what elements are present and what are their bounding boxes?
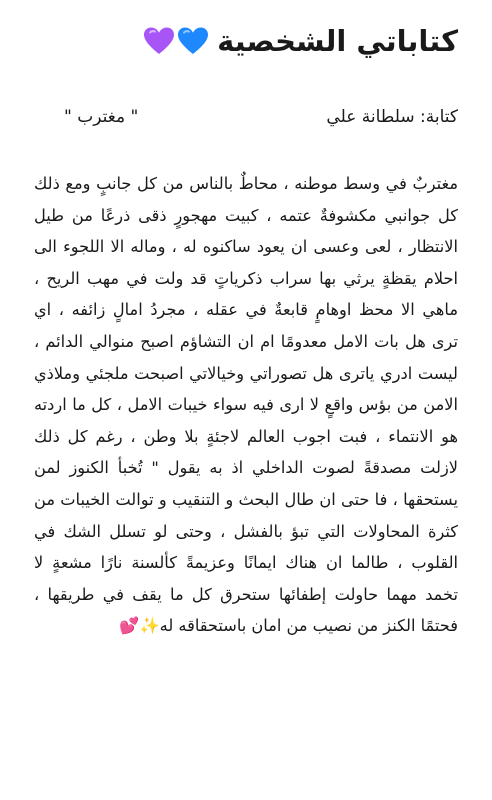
page-title: كتاباتي الشخصية — [217, 24, 458, 58]
story-text: مغتربٌ في وسط موطنه ، محاطٌ بالناس من كل جانبٍ ومع ذلك كل جوانبي مكشوفةٌ عتمه ، كبيت مهجورٍ ذقى ذرعًا من طيل الانتظار ، لعى وعسى ان يعود ساكنوه له ، وماله الا اللجوء الى احلام يقظةٍ يرثي بها سراب ذكرياتٍ قد ولت في مهب الريح ، ماهي الا محظ اوهامٍ قابعةٌ في عقله ، مجردُ امالٍ زائفه ، اي ترى هل بات الامل معدومًا ام ان التشاؤم اصبح منوالي الدائم ، ليست ادري ياترى هل تصوراتي وخيالاتي اصبحت ملجئي وملاذي الامن من بؤس واقعٍ لا ارى فيه سواء خيبات الامل ، كل ما اردته هو الانتماء ، فبت اجوب العالم لاجئةٍ بلا وطن ، رغم كل ذلك لازلت مصدقةً لصوت الداخلي اذ به يقول " تُخبأ الكنوز لمن يستحقها ، فا حتى ان طال البحث و التنقيب و توالت الخيبات من كثرة المحاولات التي تبؤ بالفشل ، وحتى لو تسلل الشك في القلوب ، طالما ان هناك ايمانًا وعزيمةً كألسنة نارًا مشعةٍ لا تخمد مهما حاولت إطفائها ستحرق كل ما يقف في طريقها ، فحتمًا الكنز من نصيب من امان باستحقاقه له — [34, 174, 458, 636]
blue-heart-icon — [177, 26, 209, 56]
purple-heart-icon — [143, 26, 175, 56]
story-body — [34, 168, 458, 642]
story-meta — [64, 104, 458, 130]
story-title: " مغترب " — [64, 107, 139, 127]
title-hearts — [141, 26, 209, 56]
author-credit: كتابة: سلطانة علي — [326, 107, 458, 127]
title-row — [20, 18, 458, 64]
two-hearts-icon: 💕 — [119, 616, 140, 636]
sparkle-icon: ✨ — [139, 616, 160, 636]
